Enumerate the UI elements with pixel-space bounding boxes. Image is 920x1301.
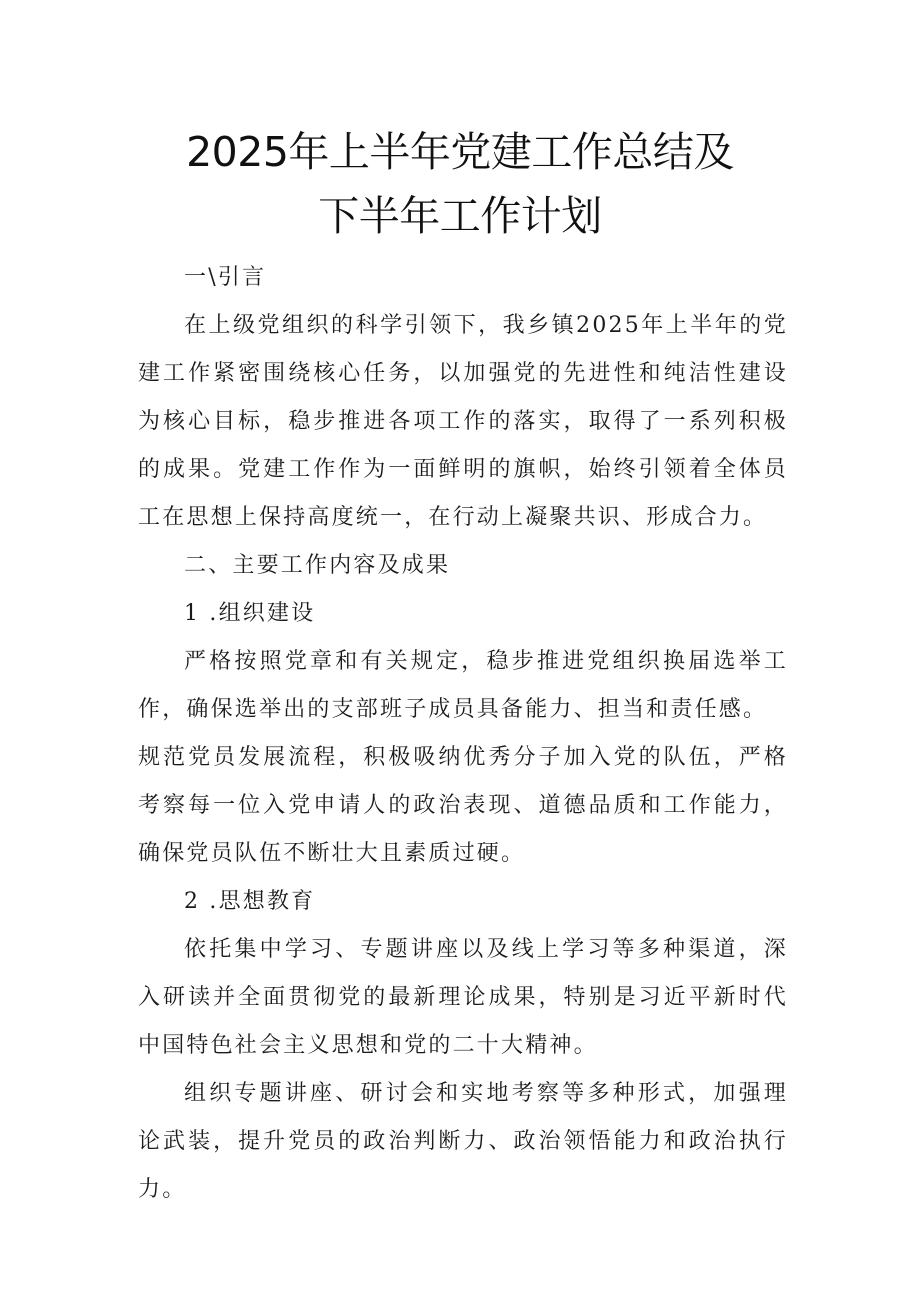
subsection2-heading: 2 .思想教育 xyxy=(184,889,316,914)
subsection1-paragraph2: 规范党员发展流程，积极吸纳优秀分子加入党的队伍，严格考察每一位入党申请人的政治表现、道德品质和工作能力，确保党员队伍不断壮大且素质过硬。 xyxy=(138,745,788,866)
section1-paragraph: 在上级党组织的科学引领下，我乡镇2025年上半年的党建工作紧密围绕核心任务，以加强党的先进性和纯洁性建设为核心目标，稳步推进各项工作的落实，取得了一系列积极的成果。党建工作作为一面鲜明的旗帜，始终引领着全体员工在思想上保持高度统一，在行动上凝聚共识、形成合力。 xyxy=(138,313,788,530)
section2-heading: 二、主要工作内容及成果 xyxy=(184,553,451,578)
document-title-line1: 2025年上半年党建工作总结及 xyxy=(186,128,734,176)
section1-heading: 一\引言 xyxy=(184,265,267,290)
subsection1-heading: 1 .组织建设 xyxy=(184,601,316,626)
subsection1-paragraph1: 严格按照党章和有关规定，稳步推进党组织换届选举工作，确保选举出的支部班子成员具备能力、担当和责任感。 xyxy=(138,649,788,722)
document-title-line2: 下半年工作计划 xyxy=(318,192,602,240)
document-body xyxy=(138,254,788,1214)
subsection2-paragraph2: 组织专题讲座、研讨会和实地考察等多种形式，加强理论武装，提升党员的政治判断力、政治领悟能力和政治执行力。 xyxy=(138,1081,788,1202)
subsection2-paragraph1: 依托集中学习、专题讲座以及线上学习等多种渠道，深入研读并全面贯彻党的最新理论成果，特别是习近平新时代中国特色社会主义思想和党的二十大精神。 xyxy=(138,937,788,1058)
